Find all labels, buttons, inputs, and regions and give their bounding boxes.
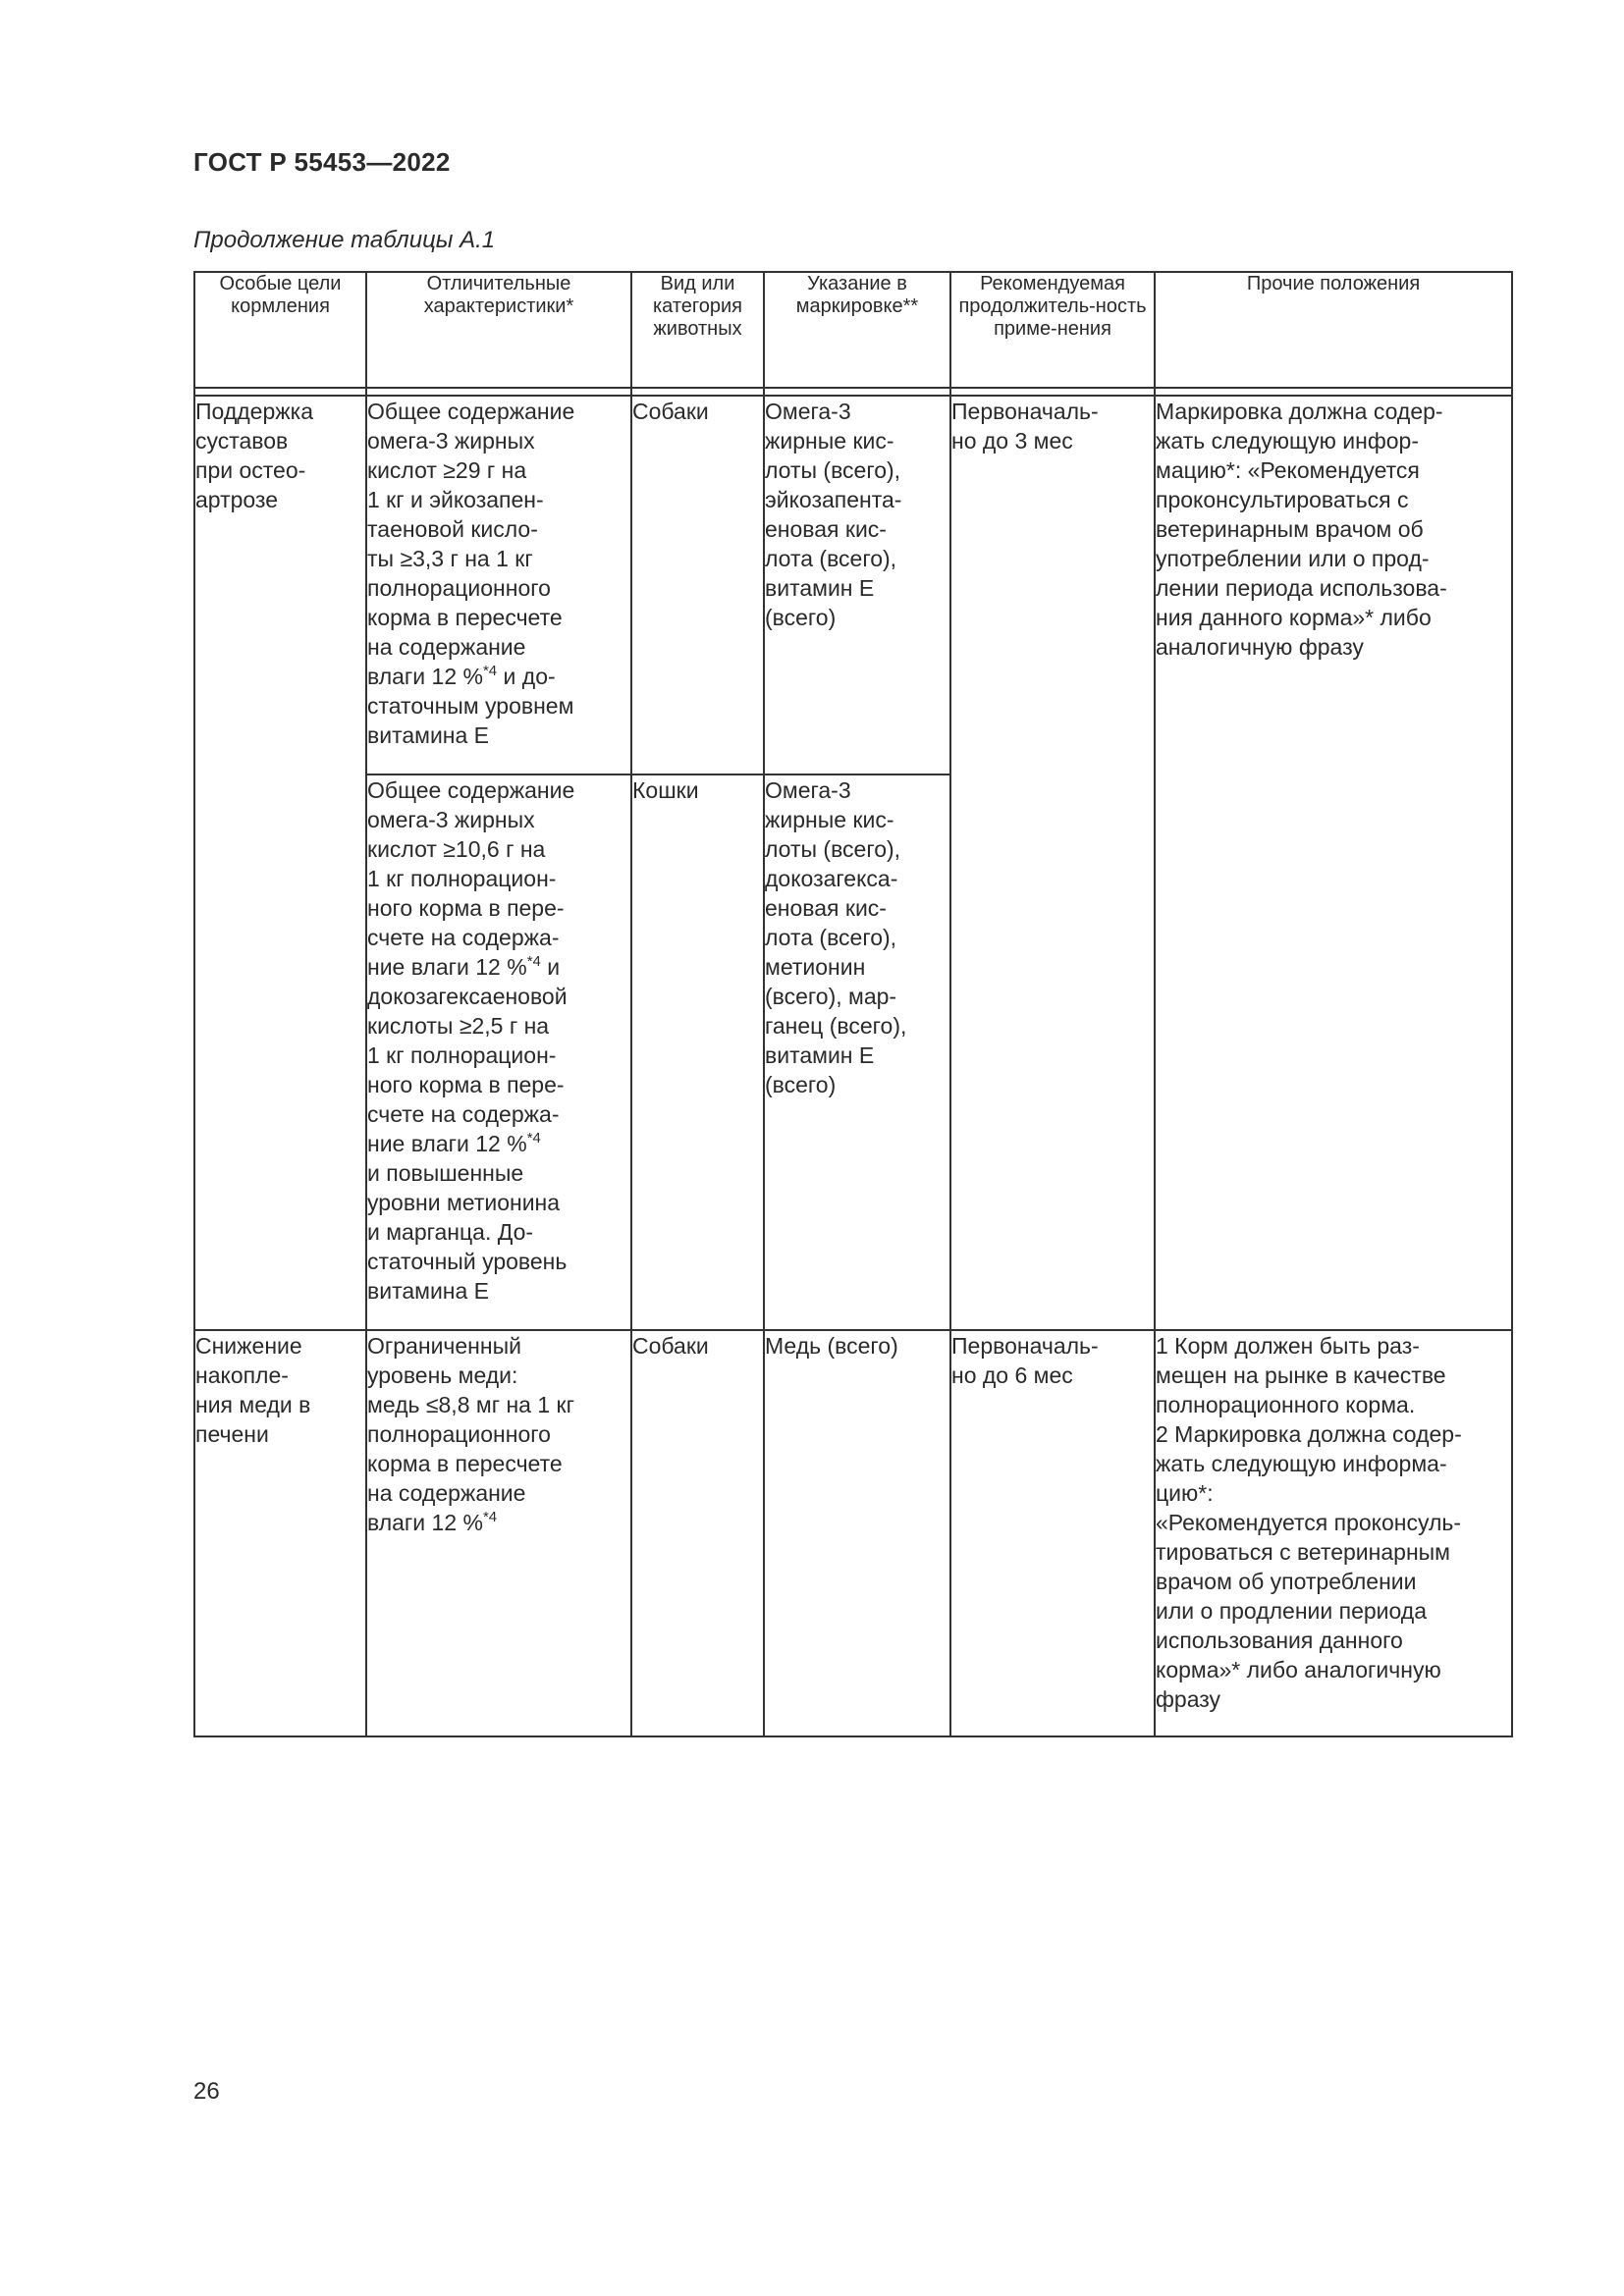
cell-text: Общее содержание омега-3 жирных кислот ≥10,6 г на 1 кг полнорацион- ного корма в пере- счете на содержа- ние влаги 12 % <box>367 777 575 980</box>
cell-purpose: Снижение накопле- ния меди в печени <box>194 1330 366 1736</box>
cell-species: Собаки <box>631 396 764 774</box>
cell-purpose: Поддержка суставов при остео- артрозе <box>194 396 366 1330</box>
cell-duration: Первоначаль- но до 3 мес <box>950 396 1155 1330</box>
requirements-table <box>193 271 1513 1737</box>
cell-text: и докозагексаеновой кислоты ≥2,5 г на 1 кг полнорацион- ного корма в пере- счете на содержа- ние влаги 12 % <box>367 954 568 1156</box>
footnote-mark: *4 <box>526 1130 541 1147</box>
header-characteristics: Отличительные характеристики* <box>366 272 631 388</box>
header-feeding-purpose: Особые цели кормления <box>194 272 366 388</box>
cell-characteristics <box>366 1330 631 1736</box>
header-labelling: Указание в маркировке** <box>764 272 950 388</box>
cell-text: Общее содержание омега-3 жирных кислот ≥29 г на 1 кг и эйкозапен- таеновой кисло- ты ≥3,3 г на 1 кг полнорационного корма в пересчете на содержание влаги 12 % <box>367 399 575 689</box>
header-other-provisions: Прочие положения <box>1155 272 1512 388</box>
table-caption: Продолжение таблицы А.1 <box>193 227 496 253</box>
footnote-mark: *4 <box>482 663 498 679</box>
table-header-row <box>194 272 1512 388</box>
header-duration: Рекомендуемая продолжитель-ность приме-нения <box>950 272 1155 388</box>
cell-duration: Первоначаль- но до 6 мес <box>950 1330 1155 1736</box>
cell-marking: Омега-3 жирные кис- лоты (всего), эйкозапента- еновая кис- лота (всего), витамин Е (всего) <box>764 396 950 774</box>
cell-text: Ограниченный уровень меди: медь ≤8,8 мг на 1 кг полнорационного корма в пересчете на содержание влаги 12 % <box>367 1333 574 1535</box>
document-code: ГОСТ Р 55453—2022 <box>193 147 451 177</box>
cell-text: и повышенные уровни метионина и марганца. До- статочный уровень витамина Е <box>367 1160 568 1304</box>
header-animal-species: Вид или категория животных <box>631 272 764 388</box>
cell-species: Собаки <box>631 1330 764 1736</box>
cell-other: Маркировка должна содер- жать следующую инфор- мацию*: «Рекомендуется проконсультироваться с ветеринарным врачом об употреблении или о прод- лении периода использова- ния данного корма»* либо аналогичную фразу <box>1155 396 1512 1330</box>
cell-characteristics <box>366 774 631 1330</box>
cell-characteristics <box>366 396 631 774</box>
page-number: 26 <box>193 2078 220 2105</box>
cell-text: и до- статочным уровнем витамина Е <box>367 664 574 748</box>
table-row <box>194 396 1512 774</box>
cell-marking: Медь (всего) <box>764 1330 950 1736</box>
cell-other: 1 Корм должен быть раз- мещен на рынке в качестве полнорационного корма. 2 Маркировка должна содер- жать следующую информа- цию*: «Рекомендуется проконсуль- тироваться с ветеринарным врачом об употреблении или о продлении периода использования данного корма»* либо аналогичную фразу <box>1155 1330 1512 1736</box>
cell-species: Кошки <box>631 774 764 1330</box>
header-separator <box>194 388 1512 396</box>
table-row <box>194 1330 1512 1736</box>
footnote-mark: *4 <box>526 953 541 970</box>
cell-marking: Омега-3 жирные кис- лоты (всего), докозагекса- еновая кис- лота (всего), метионин (всего), мар- ганец (всего), витамин Е (всего) <box>764 774 950 1330</box>
footnote-mark: *4 <box>482 1509 498 1525</box>
